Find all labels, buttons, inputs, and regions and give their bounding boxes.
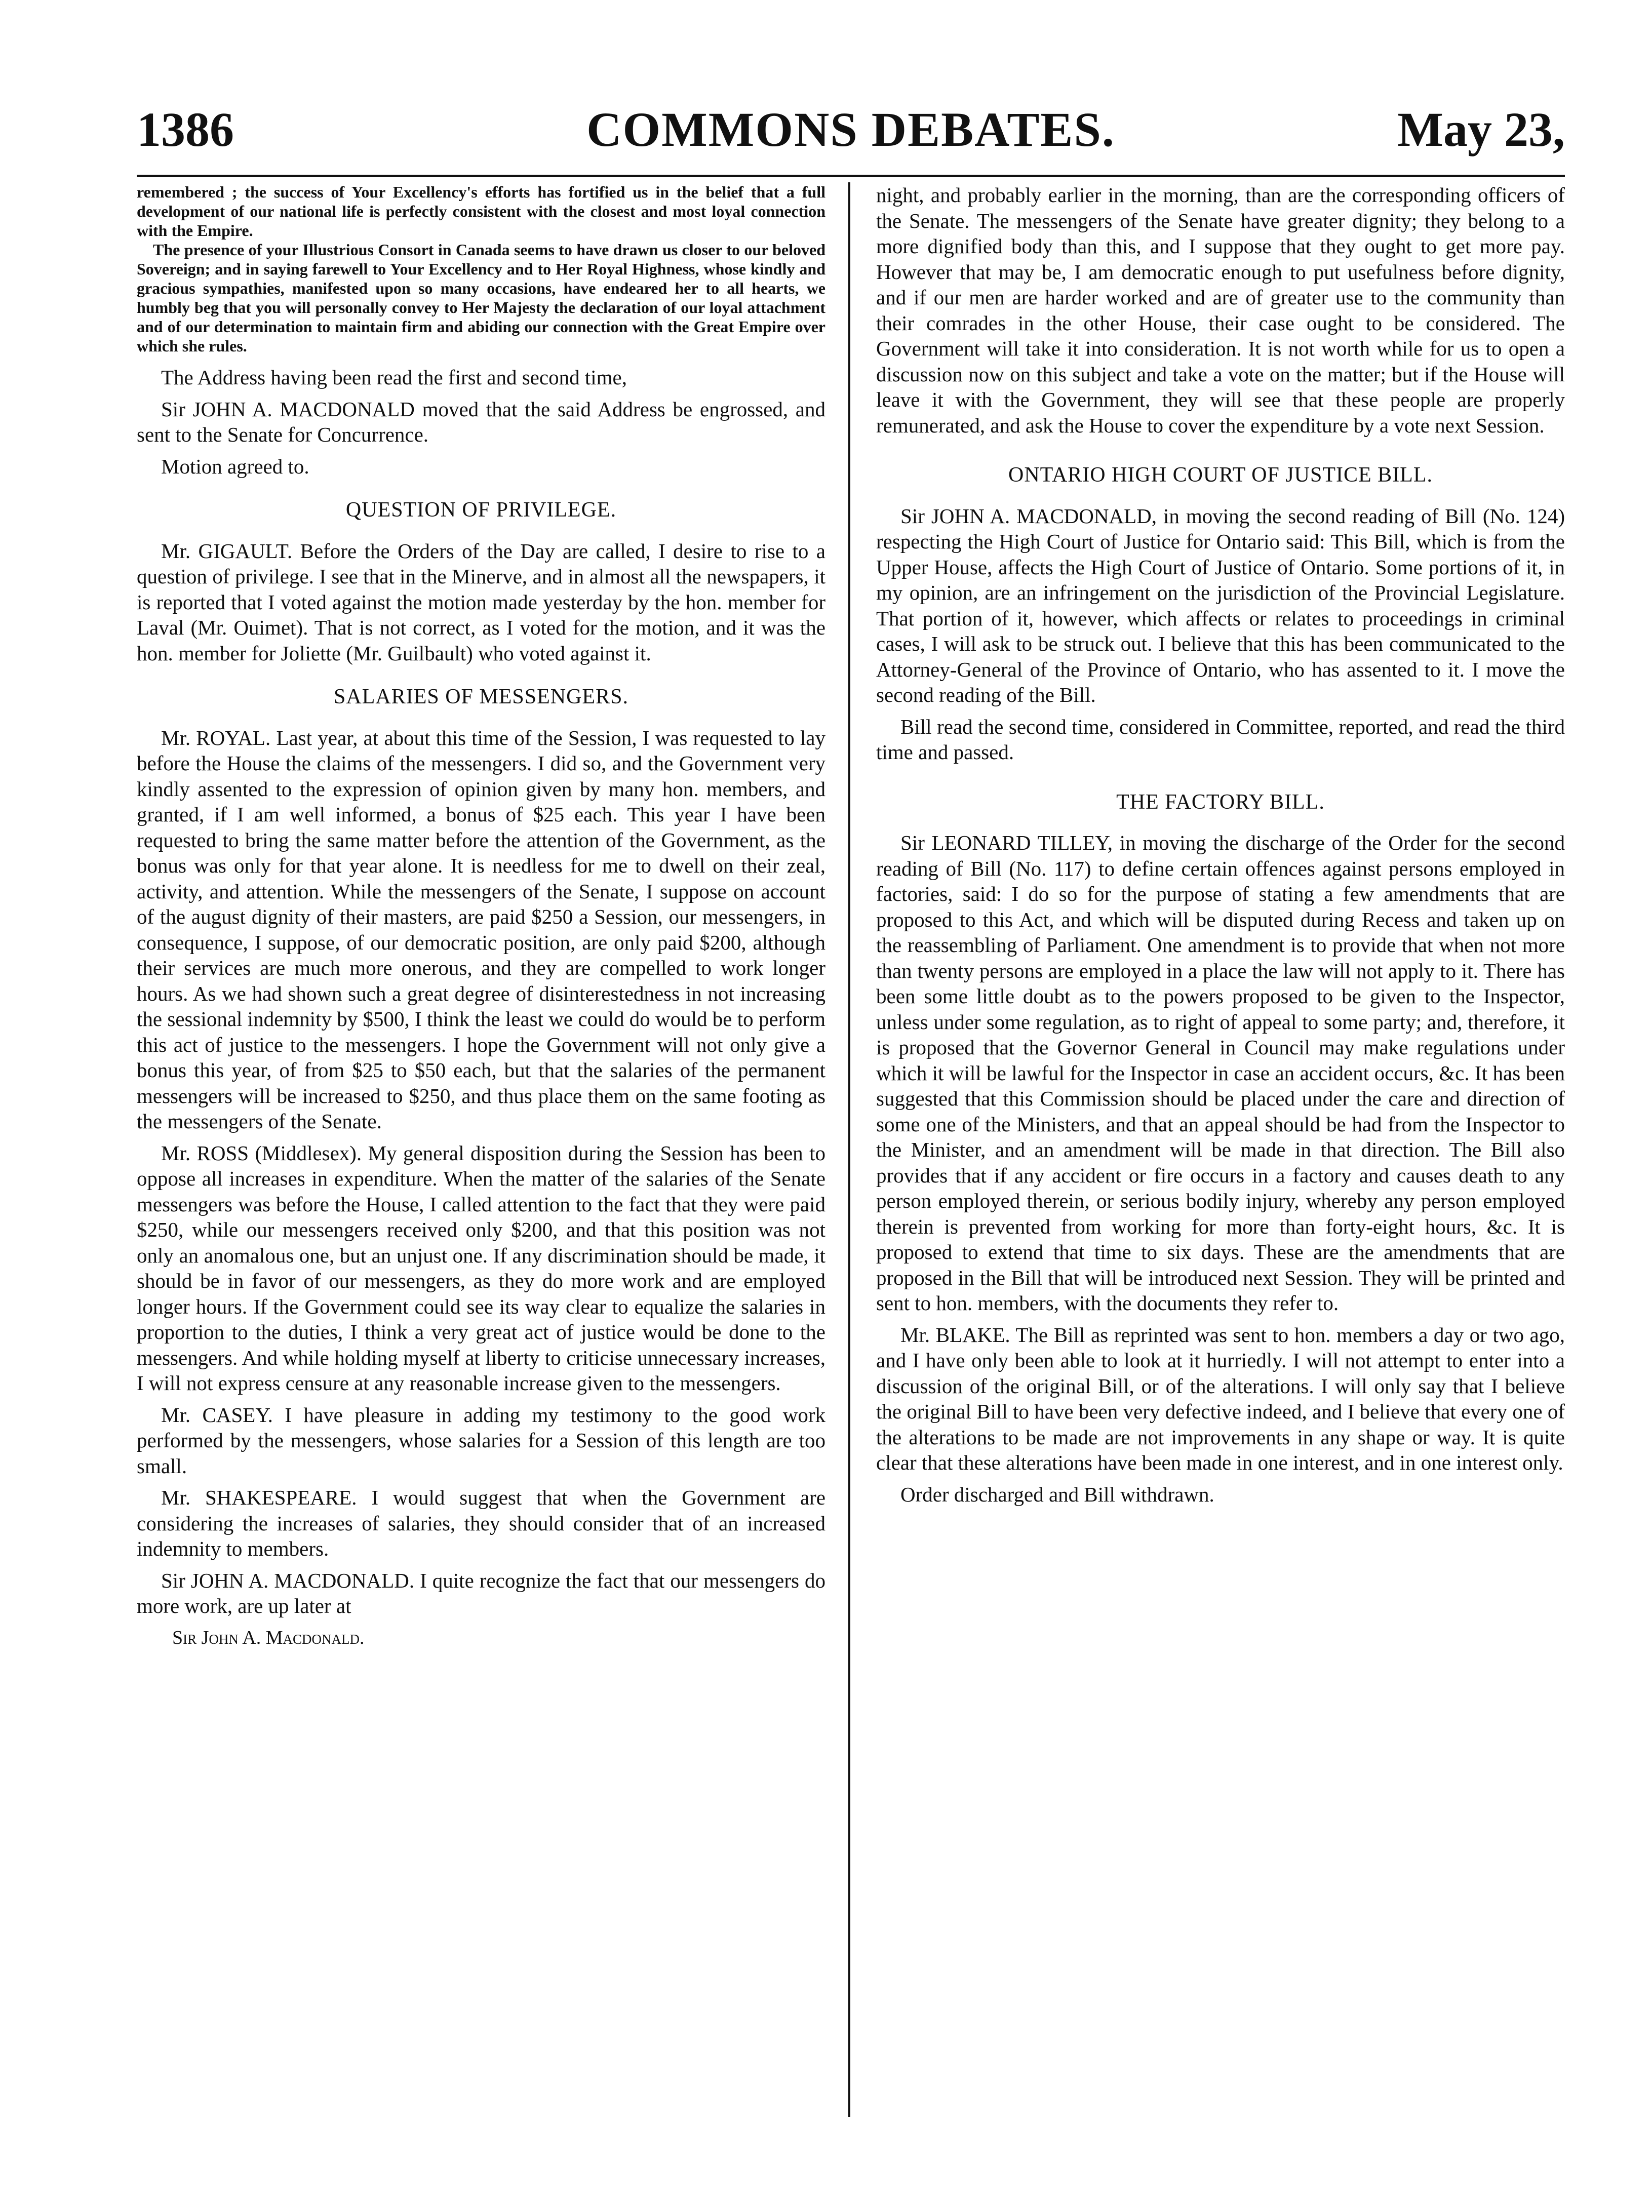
section-heading-ontario: ONTARIO HIGH COURT OF JUSTICE BILL.: [1008, 463, 1433, 487]
address-read-paragraph: The Address having been read the first and second time,: [161, 366, 627, 389]
tilley-paragraph: Sir LEONARD TILLEY, in moving the discharge of the Order for the second reading of Bill (No. 117) to define certain offences against persons employed in factories, said: I do so for the purpose of stating a few amendments that are proposed to this Act, and which will be disputed during Recess and taken up on the reassembling of Parliament. One amendment is to provide that when not more than twenty persons are employed in a place the law will not apply to it. There has been some little doubt as to the powers proposed to be given to the Inspector, unless under some regulation, as to right of appeal to some party; and, therefore, it is proposed that the Governor General in Council may make regulations under which it will be lawful for the Inspector in case an accident occurs, &c. It has been suggested that this Commission should be placed under the care and direction of some one of the Ministers, and that an appeal should be had from the Inspector to the Minister, and an amendment will be made in that direction. The Bill also provides that if any accident or fire occurs in a factory and causes death to any person employed therein, or serious bodily injury, whereby any person employed therein is prevented from working for more than forty-eight hours, &c. It is proposed to extend that time to six days. These are the amendments that are proposed in the Bill that will be introduced next Session. They will be printed and sent to hon. members, with the documents they refer to.: [876, 831, 1565, 1315]
page-date: May 23,: [1397, 102, 1565, 156]
shakespeare-paragraph: Mr. SHAKESPEARE. I would suggest that when the Government are considering the increases of salaries, they should consider that of an increased indemnity to members.: [137, 1486, 825, 1560]
header-rule: [137, 175, 1565, 177]
macdonald-continuation: night, and probably earlier in the morning, than are the corresponding officers of the Senate. The messengers of the Senate have greater dignity; they belong to a more dignified body than this, and I suppose that they ought to get more pay. However that may be, I am democratic enough to put usefulness before dignity, and if our men are harder worked and are of greater use to the community than their comrades in the other House, their case ought to be considered. The Government will take it into consideration. It is not worth while for us to open a discussion now on this subject and take a vote on the matter; but if the House will leave it with the Government, they will see that these people are properly remunerated, and ask the House to cover the expenditure by a vote next Session.: [876, 183, 1565, 437]
section-heading-salaries: SALARIES OF MESSENGERS.: [334, 685, 628, 708]
two-column-body: [137, 182, 1565, 2157]
macdonald-paragraph: Sir JOHN A. MACDONALD. I quite recognize the fact that our messengers do more work, are up later at: [137, 1568, 825, 1617]
section-heading-privilege: QUESTION OF PRIVILEGE.: [345, 498, 617, 522]
column-divider: [848, 182, 850, 2117]
page-number: 1386: [137, 102, 234, 156]
royal-paragraph: Mr. ROYAL. Last year, at about this time of the Session, I was requested to lay before the House the claims of the messengers. I did so, and the Government very kindly assented to the expression of opinion given by many hon. members, and granted, if I am well informed, a bonus of $25 each. This year I have been requested to bring the same matter before the attention of the Government, as the bonus was only for that year alone. It is needless for me to dwell on their zeal, activity, and attention. While the messengers of the Senate, I suppose on account of the august dignity of their masters, are paid $250 a Session, our messengers, in consequence, I suppose, of our democratic position, are only paid $200, although their services are much more onerous, and they are compelled to work longer hours. As we had shown such a great degree of disinterestedness in not increasing the sessional indemnity by $500, I think the least we could do would be to perform this act of justice to the messengers. I hope the Government will not only give a bonus this year, of from $25 to $50 each, but that the salaries of the permanent messengers will be increased to $250, and thus place them on the same footing as the messengers of the Senate.: [137, 726, 825, 1133]
macdonald-motion-paragraph: Sir JOHN A. MACDONALD moved that the said Address be engrossed, and sent to the Senate for Concurrence.: [137, 397, 825, 446]
ross-paragraph: Mr. ROSS (Middlesex). My general disposition during the Session has been to oppose all increases in expenditure. When the matter of the salaries of the Senate messengers was before the House, I called attention to the fact that they were paid $250, while our messengers received only $200, and that this position was not only an anomalous one, but an unjust one. If any discrimination should be made, it should be in favor of our messengers, as they do more work and are employed longer hours. If the Government could see its way clear to equalize the salaries in proportion to the duties, I think a very great act of justice would be done to the messengers. And while holding myself at liberty to criticise unnecessary increases, I will not express censure at any reasonable increase given to the messengers.: [137, 1141, 825, 1395]
address-paragraph: remembered ; the success of Your Excellency's efforts has fortified us in the belief that a full development of our national life is perfectly consistent with the closest and most loyal connection with the Empire.: [137, 183, 825, 240]
macdonald-bill-paragraph: Sir JOHN A. MACDONALD, in moving the second reading of Bill (No. 124) respecting the High Court of Justice for Ontario said: This Bill, which is from the Upper House, affects the High Court of Justice of Ontario. Some portions of it, in my opinion, are an infringement on the jurisdiction of the Provincial Legislature. That portion of it, however, which affects or relates to proceedings in criminal cases, I will ask to be struck out. I believe that this has been communicated to the Attorney-General of the Province of Ontario, who has assented to it. I move the second reading of the Bill.: [876, 504, 1565, 706]
publication-title: COMMONS DEBATES.: [586, 102, 1115, 156]
right-column: [876, 182, 1565, 1513]
order-discharged-paragraph: Order discharged and Bill withdrawn.: [900, 1482, 1214, 1506]
section-heading-factory: THE FACTORY BILL.: [1116, 790, 1325, 814]
gigault-paragraph: Mr. GIGAULT. Before the Orders of the Day are called, I desire to rise to a question of privilege. I see that in the Minerve, and in almost all the newspapers, it is reported that I voted against the motion made yesterday by the hon. member for Laval (Mr. Ouimet). That is not correct, as I voted for the motion, and it was the hon. member for Joliette (Mr. Guilbault) who voted against it.: [137, 539, 825, 665]
motion-agreed-paragraph: Motion agreed to.: [161, 454, 309, 478]
blake-paragraph: Mr. BLAKE. The Bill as reprinted was sent to hon. members a day or two ago, and I have only been able to look at it hurriedly. I will not attempt to enter into a discussion of the original Bill, or of the alterations. I will only say that I believe the original Bill to have been very defective indeed, and I believe that every one of the alterations to be made are not improvements in any shape or way. It is quite clear that these alterations have been made in one interest, and in one interest only.: [876, 1323, 1565, 1474]
bill-read-paragraph: Bill read the second time, considered in Committee, reported, and read the third time and passed.: [876, 715, 1565, 764]
address-continuation: [137, 182, 825, 356]
running-signature: [137, 1625, 825, 1651]
left-column: [137, 182, 825, 1650]
signature-text: Sir John A. Macdonald.: [172, 1627, 365, 1648]
casey-paragraph: Mr. CASEY. I have pleasure in adding my testimony to the good work performed by the messengers, whose salaries for a Session of this length are too small.: [137, 1403, 825, 1478]
document-page: [137, 96, 1565, 2172]
address-paragraph: The presence of your Illustrious Consort in Canada seems to have drawn us closer to our beloved Sovereign; and in saying farewell to Your Excellency and to Her Royal Highness, whose kindly and gracious sympathies, manifested upon so many occasions, have endeared her to all hearts, we humbly beg that you will personally convey to Her Majesty the declaration of our loyal attachment and of our determination to maintain firm and abiding our connection with the Great Empire over which she rules.: [137, 241, 825, 355]
page-header: [137, 96, 1565, 172]
